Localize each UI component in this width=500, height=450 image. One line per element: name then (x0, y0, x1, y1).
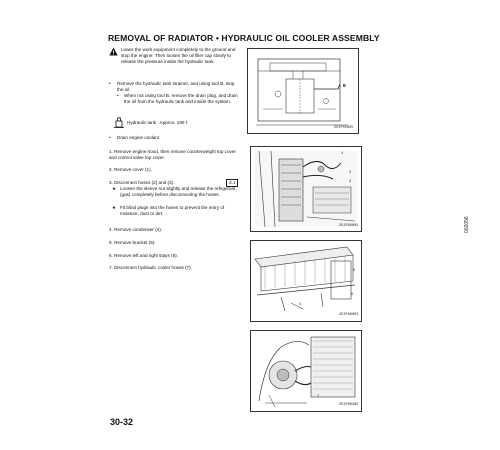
callout-2: 2 (349, 171, 352, 175)
step-4: 4. Remove condenser (4). (109, 227, 163, 232)
callout-B: B (343, 84, 346, 89)
step-1: 1. Remove engine hood, then remove counterweight top cover and control valve top cover. (109, 149, 236, 160)
callout-4: 4 (299, 303, 302, 307)
capacity-text: Hydraulic tank : Approx. 180 ℓ (127, 120, 188, 125)
star-icon-2: ★ (112, 205, 117, 210)
figure-hydraulic-tank (247, 48, 359, 134)
figure-code: 252F06485 (339, 403, 359, 407)
figure-cover-hoses (250, 146, 362, 232)
callout-3: 3 (349, 180, 352, 184)
callout-7: 7 (317, 395, 320, 399)
bullet-dot-2: • (109, 135, 111, 140)
callout-5: 5 (353, 269, 356, 273)
step-3-ref-box: 3.1 (226, 179, 238, 187)
warning-triangle-icon (109, 47, 118, 56)
figure-code: 252F06802 (339, 224, 359, 228)
oil-can-icon (114, 116, 124, 128)
star-icon: ★ (112, 186, 117, 191)
step-6: 6. Remove left and right stays (6). (109, 253, 178, 258)
figure-code: 252F05605 (334, 126, 354, 130)
step-5: 5. Remove bracket (5). (109, 240, 156, 245)
remove-strainer-text: Remove the hydraulic tank strainer, and using tool B, stop the oil. (117, 81, 235, 92)
step-3-note-1: Loosen the sleeve nut slightly and release the refrigerant (gas) completely before disconnecting the hoses. (120, 186, 236, 197)
warning-text: Lower the work equipment completely to the ground and stop the engine. Then loosen the oil filler cap slowly to release the pressure inside the hydraulic tank. (121, 47, 236, 64)
page-number: 30-32 (110, 417, 134, 427)
svg-text:!: ! (112, 50, 115, 56)
figure-cooler-hoses (250, 330, 362, 412)
page-title: REMOVAL OF RADIATOR • HYDRAULIC OIL COOLER ASSEMBLY (108, 33, 380, 43)
sub-bullet-dot: • (117, 93, 119, 98)
figure-code: 252F06803 (339, 313, 359, 317)
drain-coolant-text: Drain engine coolant. (117, 135, 161, 140)
step-2: 2. Remove cover (1). (109, 167, 152, 172)
bullet-dot: • (109, 81, 111, 86)
figure-condenser-bracket (250, 240, 362, 322)
remove-strainer-subtext: When not using tool B, remove the drain plug, and drain the oil from the hydraulic tank and inside the system. (124, 93, 238, 104)
callout-1: 1 (341, 152, 344, 156)
callout-6: 6 (351, 293, 354, 297)
side-document-code: 002056 (464, 216, 470, 233)
step-3-note-2: Fit blind plugs into the hoses to prevent the entry of moisture, dust or dirt. (120, 205, 225, 216)
step-7: 7. Disconnect hydraulic cooler hoses (7). (109, 265, 192, 270)
step-3: 3. Disconnect hoses (2) and (3). (109, 180, 175, 185)
